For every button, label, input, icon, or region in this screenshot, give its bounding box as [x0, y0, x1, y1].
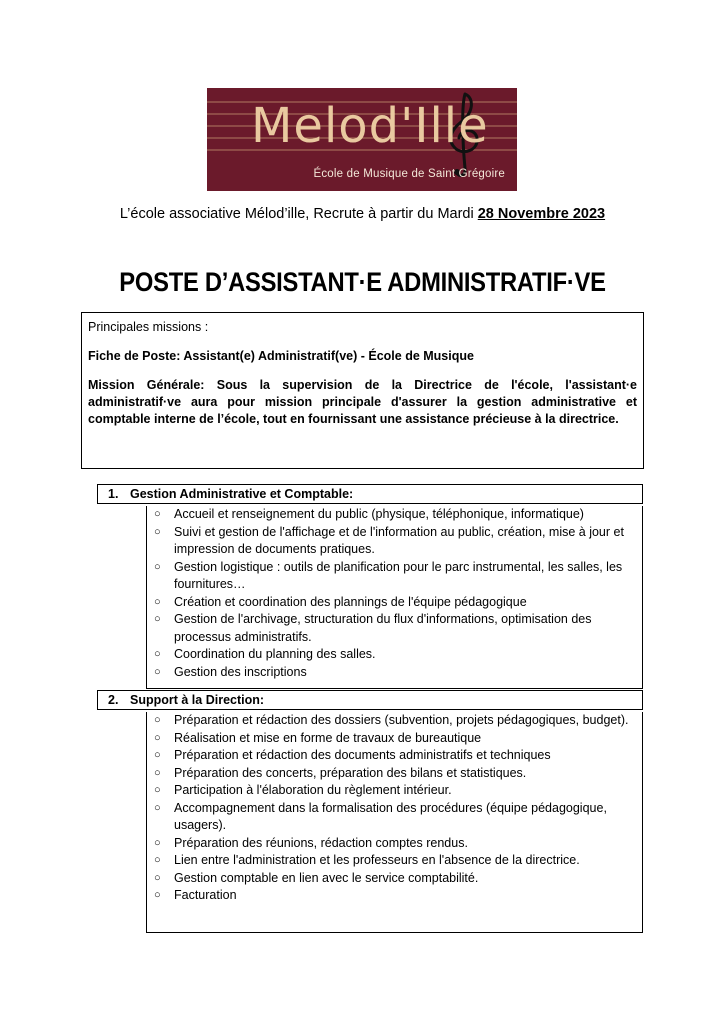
missions-label: Principales missions : [88, 320, 209, 334]
bullet-icon: ○ [154, 766, 161, 779]
list-item: ○ Facturation [147, 887, 642, 905]
bullet-icon: ○ [154, 665, 161, 678]
list-item: ○ Gestion logistique : outils de planification pour le parc instrumental, les salles, les fournitures… [154, 559, 623, 591]
list-item: ○ Gestion des inscriptions [147, 664, 642, 682]
section-body-support [146, 712, 643, 933]
bullet-icon: ○ [154, 784, 161, 796]
bullet-icon: ○ [154, 871, 161, 884]
section-number: 1. [108, 487, 119, 501]
list-item: ○ Accueil et renseignement du public (physique, téléphonique, informatique) [147, 506, 642, 524]
bullet-icon: ○ [154, 801, 161, 814]
logo-subtitle: École de Musique de Saint Grégoire [313, 168, 505, 180]
logo-wordmark: Melod'Ille [251, 98, 489, 154]
section-title: Gestion Administrative et Comptable: [130, 487, 354, 501]
missions-box [81, 312, 644, 469]
bullet-icon: ○ [154, 525, 161, 538]
list-item: ○ Accompagnement dans la formalisation des procédures (équipe pédagogique, usagers). [154, 800, 607, 832]
list-item: ○ Préparation et rédaction des documents administratifs et techniques [147, 747, 642, 765]
list-item: ○ Participation à l'élaboration du règlement intérieur. [147, 782, 642, 800]
announcement-date: 28 Novembre 2023 [477, 206, 606, 222]
bullet-icon: ○ [154, 560, 161, 573]
section-title: Support à la Direction: [130, 693, 265, 707]
announcement-text: L’école associative Mélod’ille, Recrute à partir du Mardi [119, 206, 478, 222]
bullet-icon: ○ [154, 889, 161, 901]
list-item: ○ Suivi et gestion de l'affichage et de l'information au public, création, mise à jour et impression de documents pratiques. [154, 524, 624, 556]
task-list [147, 712, 642, 905]
bullet-icon: ○ [154, 731, 161, 744]
list-item: ○ Lien entre l'administration et les professeurs en l'absence de la directrice. [147, 852, 642, 870]
list-item: ○ Création et coordination des plannings de l'équipe pédagogique [147, 594, 642, 612]
section-header-support [97, 690, 643, 710]
bullet-icon: ○ [154, 714, 161, 726]
bullet-icon: ○ [154, 648, 161, 660]
list-item: ○ Préparation et rédaction des dossiers (subvention, projets pédagogiques, budget). [147, 712, 642, 730]
bullet-icon: ○ [154, 749, 161, 761]
section-body-gestion [146, 506, 643, 689]
bullet-icon: ○ [154, 854, 161, 866]
list-item: ○ Préparation des concerts, préparation des bilans et statistiques. [147, 765, 642, 783]
list-item: ○ Coordination du planning des salles. [147, 646, 642, 664]
list-item: ○ Gestion comptable en lien avec le service comptabilité. [147, 870, 642, 888]
list-item: ○ Préparation des réunions, rédaction comptes rendus. [147, 835, 642, 853]
section-number: 2. [108, 693, 119, 707]
bullet-icon: ○ [154, 836, 161, 849]
general-mission: Mission Générale: Sous la supervision de la Directrice de l'école, l'assistant·e administratif·ve aura pour mission principale d'assurer la gestion administrative et comptable interne de l’école, tout en fournissant une assistance précieuse à la directrice. [88, 378, 637, 426]
bullet-icon: ○ [154, 613, 161, 625]
job-sheet-title: Fiche de Poste: Assistant(e) Administratif(ve) - École de Musique [88, 349, 474, 363]
bullet-icon: ○ [154, 595, 161, 608]
bullet-icon: ○ [154, 508, 161, 520]
school-logo [207, 88, 517, 191]
page-title: POSTE D’ASSISTANT·E ADMINISTRATIF·VE [119, 267, 606, 297]
announcement [0, 206, 725, 222]
list-item: ○ Réalisation et mise en forme de travaux de bureautique [147, 730, 642, 748]
list-item: ○ Gestion de l'archivage, structuration du flux d'informations, optimisation des processus administratifs. [154, 612, 592, 644]
section-header-gestion [97, 484, 643, 504]
task-list [147, 506, 642, 681]
